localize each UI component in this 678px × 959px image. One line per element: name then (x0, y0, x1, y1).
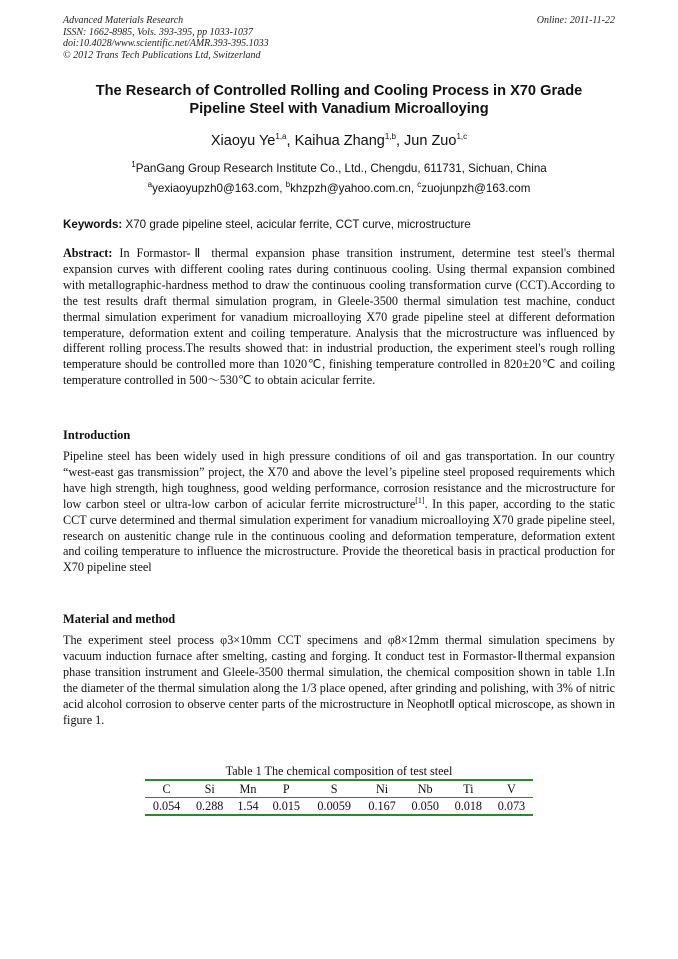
column-header: Mn (239, 782, 257, 796)
material-paragraph: The experiment steel process φ3×10mm CCT specimens and φ8×12mm thermal simulation specimens by vacuum induction furnace after smelting, casting and forging. It conduct test in Formastor-Ⅱthermal expansion phase transition instrument and Gleele-3500 thermal simulation, the chemical composition shown in table 1.In the diameter of the thermal simulation along the 1/3 place opened, after grinding and polishing, with 3% of nitric acid alcohol corrosion to observe center parts of the microstructure in NeophotⅡ optical microscope, as shown in figure 1. (63, 633, 615, 727)
material-heading: Material and method (63, 612, 176, 626)
author-emails (63, 182, 615, 195)
table-caption: Table 1 The chemical composition of test steel (225, 764, 453, 778)
abstract (63, 246, 615, 389)
keywords-label: Keywords: (63, 218, 123, 231)
email-mark: b (285, 180, 291, 190)
author-affil-mark: 1,c (456, 132, 468, 142)
author-name: Kaihua Zhang (294, 133, 385, 149)
copyright-line: © 2012 Trans Tech Publications Ltd, Switzerland (63, 49, 261, 61)
citation-ref: [1] (415, 495, 425, 505)
table-cell: 1.54 (237, 799, 259, 813)
introduction-text-2: . In this paper, according to the static CCT curve determined and thermal simulation experiment for vanadium microalloying X70 grade pipeline steel, research on austenitic change rule in the continuous cooling and deformation temperature, deformation extent and coiling temperature to influence the microstructure. Provide the theoretical basis in practical production for X70 pipeline steel (63, 496, 615, 575)
issn-line: ISSN: 1662-8985, Vols. 393-395, pp 1033-1037 (63, 26, 253, 38)
journal-header (63, 15, 615, 61)
column-header: Ti (463, 782, 474, 796)
table-header-row (145, 780, 533, 798)
affiliation-text: PanGang Group Research Institute Co., Ltd., Chengdu, 611731, Sichuan, China (135, 162, 547, 175)
author-name: Xiaoyu Ye (210, 133, 276, 149)
introduction-text-1: Pipeline steel has been widely used in high pressure conditions of oil and gas transportation. In our country “west-east gas transmission” project, the X70 and above the level’s pipeline steel proposed requirements which have high strength, high toughness, good welding performance, corrosion resistance and the microstructure for low carbon steel or ultra-low carbon of acicular ferrite microstructure (63, 449, 615, 511)
chemical-composition-table (145, 779, 533, 816)
table-cell: 0.0059 (317, 799, 351, 813)
column-header: P (282, 782, 290, 796)
author-affil-mark: 1,a (275, 132, 287, 142)
email-mark: a (147, 180, 153, 190)
table-cell: 0.018 (454, 799, 483, 813)
author-name: Jun Zuo (404, 133, 457, 149)
email-address: zuojunpzh@163.com (421, 182, 531, 195)
title-line-1: The Research of Controlled Rolling and Cooling Process in X70 Grade (95, 83, 583, 99)
table-cell: 0.054 (152, 799, 181, 813)
keywords-text: X70 grade pipeline steel, acicular ferrite, CCT curve, microstructure (122, 218, 471, 231)
column-header: S (330, 782, 338, 796)
email-separator: , (279, 182, 286, 195)
journal-name: Advanced Materials Research (63, 15, 184, 26)
abstract-text: In Formastor-Ⅱ thermal expansion phase transition instrument, determine test steel's thermal expansion curves with different cooling rates during continuous cooling. Using thermal expansion combined with metallographic-hardness method to draw the continuous cooling transformation curve (CCT).According to the test results draft thermal simulation program, in Gleele-3500 thermal simulation test machine, conduct thermal simulation experiment for vanadium microalloying X70 grade pipeline steel at different deformation temperature, deformation extent and coiling temperature. Analysis that the microstructure was influenced by different rolling process.The results showed that: in industrial production, the experiment steel's rough rolling temperature should be controlled more than 1020℃, finishing temperature controlled in 820±20℃ and coiling temperature controlled in 500～530℃ to obtain acicular ferrite. (63, 246, 615, 388)
introduction-paragraph (63, 449, 615, 576)
column-header: Ni (375, 782, 389, 796)
keywords (63, 218, 615, 231)
table-cell: 0.073 (497, 799, 526, 813)
introduction-heading: Introduction (63, 428, 131, 442)
author-separator: , (395, 133, 405, 149)
author-list (63, 133, 615, 149)
table-cell: 0.288 (195, 799, 224, 813)
column-header: V (507, 782, 516, 796)
affiliation-mark: 1 (131, 160, 136, 170)
email-separator: , (410, 182, 418, 195)
email-address: khzpzh@yahoo.com.cn (290, 182, 411, 195)
table-cell: 0.050 (411, 799, 439, 813)
table-row (145, 798, 533, 816)
paper-title (63, 82, 615, 118)
author-separator: , (286, 133, 295, 149)
email-mark: c (417, 180, 422, 190)
table-cell: 0.167 (368, 799, 396, 813)
column-header: Nb (417, 782, 433, 796)
title-line-2: Pipeline Steel with Vanadium Microalloying (189, 101, 489, 117)
table-cell: 0.015 (272, 799, 300, 813)
email-address: yexiaoyupzh0@163.com (152, 182, 280, 195)
affiliation (63, 162, 615, 175)
column-header: C (162, 782, 171, 796)
abstract-label: Abstract: (63, 246, 113, 260)
doi-line: doi:10.4028/www.scientific.net/AMR.393-395.1033 (63, 38, 269, 49)
column-header: Si (204, 782, 215, 796)
author-affil-mark: 1,b (384, 132, 396, 142)
online-date: Online: 2011-11-22 (536, 15, 615, 26)
